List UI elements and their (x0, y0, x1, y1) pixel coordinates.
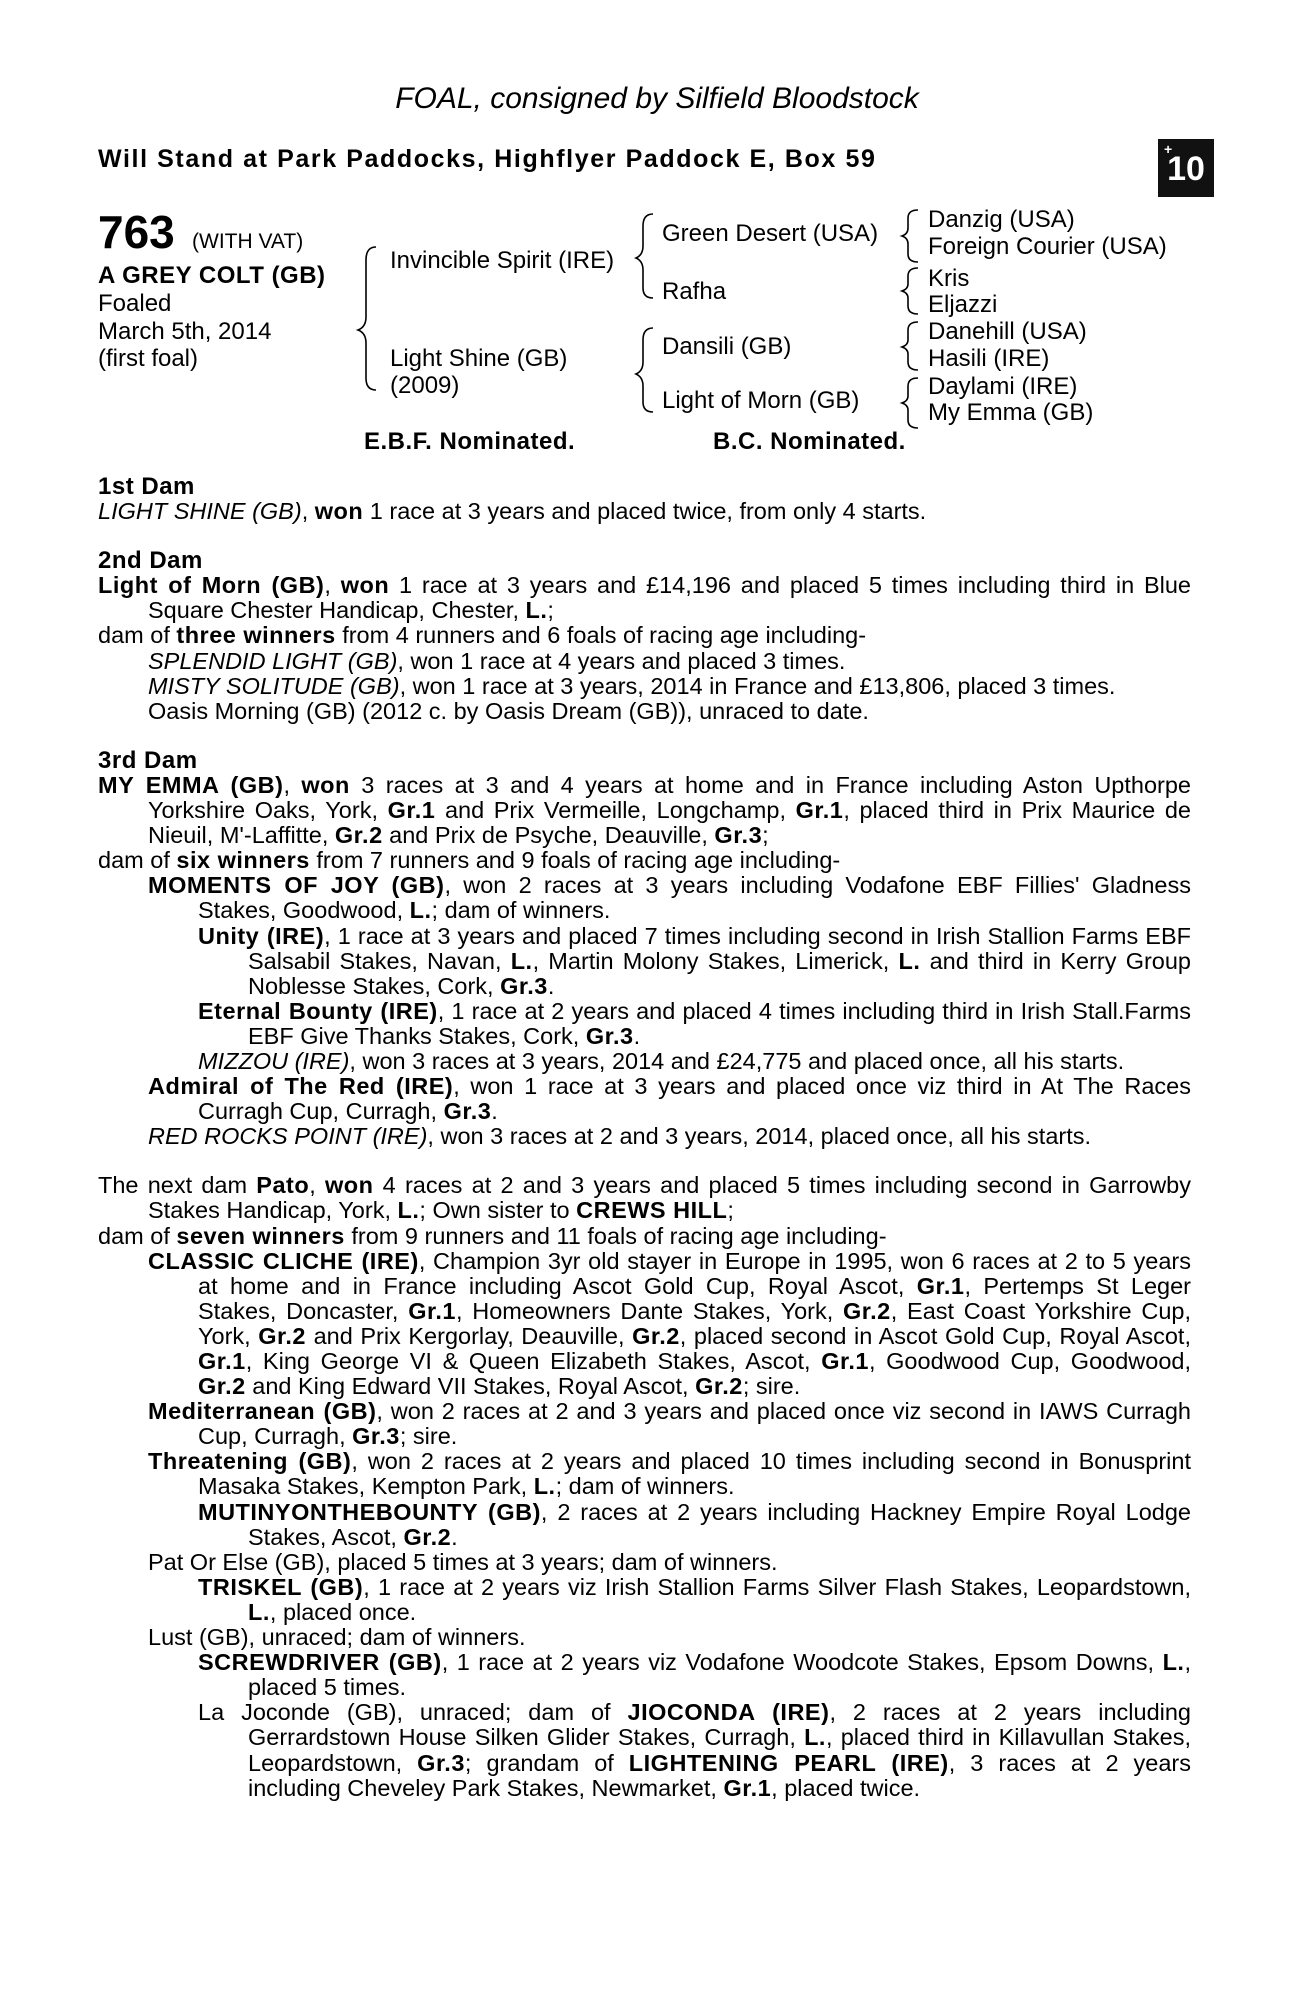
pedigree-ggp-4: Eljazzi (928, 291, 998, 318)
text-run: , Pertemps St Leger Stakes, Doncaster, (198, 1272, 1191, 1324)
foaled-label: Foaled (98, 290, 172, 317)
pedigree-ggp-8: My Emma (GB) (928, 399, 1094, 426)
horse-name: MIZZOU (IRE) (198, 1047, 350, 1074)
catalogue-body (98, 474, 1191, 1801)
race-record: 1 race at 3 years and £14,196 and placed 5 times including third in Blue Square Chester Handicap, Chester, (148, 572, 1191, 624)
horse-name: CLASSIC CLICHE (IRE) (148, 1247, 419, 1274)
produce-entry: Oasis Morning (GB) (2012 c. by Oasis Dream (GB)), unraced to date. (148, 697, 869, 724)
grade-label: Gr.3 (417, 1749, 465, 1776)
first-dam-paragraph: LIGHT SHINE (GB), won 1 race at 3 years and placed twice, from only 4 starts. (98, 498, 927, 525)
text-run: , won 3 races at 3 years, 2014 and £24,775 and placed once, all his starts. (349, 1047, 1125, 1074)
text-run: dam of (98, 1222, 177, 1249)
pedigree-sire-sire: Green Desert (USA) (662, 220, 879, 247)
text-run: , won 2 races at 3 years including Vodafone EBF Fillies' Gladness Stakes, Goodwood, (198, 872, 1191, 924)
text-run: and Prix Vermeille, Longchamp, (435, 797, 796, 824)
text-run: ; dam of winners. (555, 1473, 735, 1500)
horse-name: Unity (IRE) (198, 922, 325, 949)
text-run: , won 2 races at 2 years and placed 10 times including second in Bonusprint Masaka Stakes, Kempton Park, (198, 1448, 1191, 1500)
grade-label: Gr.3 (585, 1022, 634, 1049)
pedigree-ggp-5: Danehill (USA) (928, 318, 1087, 345)
race-record: 1 race at 3 years and placed twice, from only 4 starts. (363, 498, 927, 525)
horse-name: Pato (256, 1172, 310, 1199)
text-run: and Prix de Psyche, Deauville, (382, 822, 715, 849)
winners-count: three winners (176, 622, 336, 649)
grade-label: Gr.1 (821, 1348, 869, 1374)
next-dam-paragraph: The next dam Pato, won 4 races at 2 and 3 years and placed 5 times including second in Garrowby Stakes Handicap, York, L.; Own sister to CREWS HILL; (98, 1172, 1192, 1224)
text-run: , won 2 races at 2 and 3 years and placed once viz second in IAWS Curragh Cup, Curragh, (198, 1398, 1191, 1450)
grade-label: Gr.3 (714, 822, 763, 849)
grade-label: Gr.1 (408, 1297, 456, 1324)
horse-name: RED ROCKS POINT (IRE) (148, 1123, 428, 1150)
text-run: from 7 runners and 9 foals of racing age including- (309, 847, 841, 874)
horse-name: MOMENTS OF JOY (GB) (148, 872, 445, 899)
text-run: , 1 race at 2 years viz Irish Stallion Farms Silver Flash Stakes, Leopardstown, (363, 1573, 1191, 1600)
grade-label: Gr.2 (632, 1322, 680, 1349)
text-run: ; grandam of (464, 1749, 629, 1776)
pedigree-ggp-6: Hasili (IRE) (928, 345, 1050, 372)
produce-entry: MUTINYONTHEBOUNTY (GB), 2 races at 2 years including Hackney Empire Royal Lodge Stakes, Ascot, Gr.2. (198, 1498, 1191, 1550)
grade-label: Gr.2 (403, 1523, 452, 1550)
pedigree-ggp-3: Kris (928, 265, 970, 292)
text-run: , East Coast Yorkshire Cup, York, (198, 1297, 1191, 1349)
horse-name: Admiral of The Red (IRE) (148, 1073, 454, 1100)
text-run: , 3 races at 2 years including Cheveley Park Stakes, Newmarket, (248, 1749, 1191, 1801)
produce-entry: Unity (IRE), 1 race at 3 years and placed 7 times including second in Irish Stallion Farms EBF Salsabil Stakes, Navan, L., Martin Molony Stakes, Limerick, L. and third in Kerry Group Noblesse Stakes, Cork, Gr.3. (198, 922, 1192, 999)
pedigree-ggp-7: Daylami (IRE) (928, 373, 1078, 400)
first-foal-note: (first foal) (98, 345, 199, 372)
text-run: ; dam of winners. (431, 897, 611, 924)
foaled-date: March 5th, 2014 (98, 318, 272, 345)
vat-note: (WITH VAT) (192, 230, 304, 253)
text-run: , Champion 3yr old stayer in Europe in 1995, won 6 races at 2 to 5 years at home and in France including Ascot Gold Cup, Royal Ascot, (198, 1247, 1191, 1299)
text-run: , 1 race at 2 years viz Vodafone Woodcote Stakes, Epsom Downs, (441, 1649, 1163, 1676)
produce-entry: Admiral of The Red (IRE), won 1 race at 3 years and placed once viz third in At The Races Curragh Cup, Curragh, Gr.3. (148, 1073, 1191, 1125)
produce-entry (98, 1700, 1191, 1800)
grade-label: Gr.1 (198, 1348, 246, 1374)
produce-entry (98, 873, 1191, 923)
listed-label: L. (804, 1724, 826, 1751)
produce-entry (98, 674, 1191, 699)
horse-name: MISTY SOLITUDE (GB) (148, 672, 400, 699)
pedigree-ggp-1: Danzig (USA) (928, 206, 1075, 233)
grade-label: Gr.2 (695, 1373, 743, 1400)
produce-entry (98, 649, 1191, 674)
third-dam-produce-summary (98, 848, 1191, 873)
grade-label: Gr.2 (258, 1322, 306, 1349)
produce-entry (98, 1449, 1191, 1499)
text-run: dam of (98, 622, 177, 649)
horse-name: JIOCONDA (IRE) (627, 1699, 830, 1726)
text-run: , King George VI & Queen Elizabeth Stakes, Ascot, (245, 1348, 822, 1374)
listed-label: L. (409, 897, 432, 924)
horse-name: SCREWDRIVER (GB) (198, 1649, 442, 1676)
listed-label: L. (510, 947, 533, 974)
grade-label: Gr.2 (843, 1297, 891, 1324)
race-record: , won 1 race at 3 years, 2014 in France and £13,806, placed 3 times. (399, 672, 1116, 699)
text-run: , placed second in Ascot Gold Cup, Royal Ascot, (679, 1322, 1191, 1349)
grade-label: Gr.1 (916, 1272, 965, 1299)
horse-name: TRISKEL (GB) (198, 1573, 364, 1600)
text-run: ; sire. (399, 1423, 458, 1450)
grade-label: Gr.2 (334, 822, 383, 849)
pedigree-brackets (0, 0, 1314, 460)
horse-name: LIGHTENING PEARL (IRE) (628, 1749, 949, 1776)
bc-nomination: B.C. Nominated. (713, 428, 906, 455)
listed-label: L. (533, 1473, 556, 1500)
listed-label: L. (898, 947, 921, 974)
text-run: , 2 races at 2 years including Gerrardstown House Silken Glider Stakes, Curragh, (248, 1699, 1191, 1751)
pedigree-dam-dam: Light of Morn (GB) (662, 387, 860, 414)
produce-entry (98, 1049, 1191, 1074)
text-run: , Goodwood Cup, Goodwood, (868, 1348, 1191, 1374)
produce-entry (98, 1575, 1191, 1625)
text-run: , placed third in Prix Maurice de Nieuil, M'-Laffitte, (148, 797, 1191, 849)
pedigree-dam-sire: Dansili (GB) (662, 333, 792, 360)
grade-label: Gr.3 (500, 972, 548, 999)
horse-name: Mediterranean (GB) (148, 1398, 377, 1425)
produce-entry: Eternal Bounty (IRE), 1 race at 2 years and placed 4 times including third in Irish Stall.Farms EBF Give Thanks Stakes, Cork, Gr.3. (198, 997, 1191, 1049)
pedigree-ggp-2: Foreign Courier (USA) (928, 233, 1167, 260)
lot-description: A GREY COLT (GB) (98, 262, 326, 289)
grade-label: Gr.2 (198, 1373, 246, 1400)
grade-label: Gr.1 (795, 797, 844, 824)
produce-entry: Pat Or Else (GB), placed 5 times at 3 years; dam of winners. (148, 1548, 778, 1575)
winners-count: seven winners (176, 1222, 345, 1249)
horse-name: MUTINYONTHEBOUNTY (GB) (198, 1498, 541, 1525)
listed-label: L. (1162, 1649, 1185, 1676)
listed-label: L. (248, 1598, 270, 1625)
text-run: , 1 race at 2 years and placed 4 times including third in Irish Stall.Farms EBF Give Thanks Stakes, Cork, (248, 997, 1191, 1049)
pedigree-dam: Light Shine (GB) (390, 345, 568, 372)
text-run: and Prix Kergorlay, Deauville, (306, 1322, 633, 1349)
grade-label: Gr.1 (723, 1774, 772, 1801)
race-record: , won 1 race at 4 years and placed 3 times. (397, 647, 846, 674)
text-run: 3 races at 3 and 4 years at home and in France including Aston Upthorpe Yorkshire Oaks, York, (148, 771, 1192, 824)
text-run: , Martin Molony Stakes, Limerick, (532, 947, 899, 974)
won-label: won (340, 572, 390, 599)
pedigree-dam-year: (2009) (390, 372, 460, 399)
stand-location: Will Stand at Park Paddocks, Highflyer Paddock E, Box 59 (98, 145, 877, 173)
ebf-nomination: E.B.F. Nominated. (364, 428, 576, 455)
grade-label: Gr.3 (443, 1098, 492, 1125)
text-run: , won 1 race at 3 years and placed once viz third in At The Races Curragh Cup, Curragh, (198, 1073, 1191, 1125)
section-heading: 1st Dam (98, 473, 195, 500)
horse-name: LIGHT SHINE (GB) (98, 498, 302, 525)
text-run: dam of (98, 847, 177, 874)
won-label: won (324, 1172, 374, 1199)
text-run: , placed 5 times. (248, 1649, 1191, 1701)
third-dam-paragraph: MY EMMA (GB), won 3 races at 3 and 4 years at home and in France including Aston Upthorpe Yorkshire Oaks, York, Gr.1 and Prix Vermeille, Longchamp, Gr.1, placed third in Prix Maurice de Nieuil, M'-Laffitte, Gr.2 and Prix de Psyche, Deauville, Gr.3; (98, 771, 1192, 849)
produce-entry: Lust (GB), unraced; dam of winners. (148, 1624, 526, 1651)
text-run: , Homeowners Dante Stakes, York, (455, 1297, 844, 1324)
text-run: , placed once. (269, 1598, 417, 1625)
horse-name: Light of Morn (GB) (98, 572, 325, 599)
text-run: and King Edward VII Stakes, Royal Ascot, (245, 1373, 696, 1400)
text-run: , 2 races at 2 years including Hackney Empire Royal Lodge Stakes, Ascot, (248, 1498, 1191, 1550)
winners-count: six winners (176, 847, 310, 874)
produce-entry (98, 1650, 1191, 1700)
pedigree-sire-dam: Rafha (662, 278, 727, 305)
horse-name: SPLENDID LIGHT (GB) (148, 647, 398, 674)
horse-name: CREWS HILL (576, 1197, 728, 1224)
listed-label: L. (525, 597, 548, 624)
produce-entry (98, 1399, 1191, 1449)
consignment-line: FOAL, consigned by Silfield Bloodstock (395, 82, 919, 115)
text-run: , placed third in Killavullan Stakes, Leopardstown, (248, 1724, 1192, 1776)
text-run: from 4 runners and 6 foals of racing age including- (335, 622, 867, 649)
second-dam-paragraph: Light of Morn (GB), won 1 race at 3 years and £14,196 and placed 5 times including third in Blue Square Chester Handicap, Chester, L.; (98, 572, 1191, 624)
text-run: and third in Kerry Group Noblesse Stakes, Cork, (248, 947, 1192, 999)
text-run: , placed twice. (771, 1774, 921, 1801)
section-heading: 3rd Dam (98, 746, 198, 774)
text-run: ; sire. (742, 1373, 801, 1400)
text-run: 4 races at 2 and 3 years and placed 5 times including second in Garrowby Stakes Handicap, York, (148, 1172, 1192, 1224)
text-run: ; Own sister to (419, 1197, 577, 1224)
second-dam-produce-summary (98, 623, 1191, 648)
text-run: from 9 runners and 11 foals of racing age including- (344, 1222, 887, 1249)
won-label: won (301, 771, 350, 798)
grade-label: Gr.1 (387, 797, 436, 824)
next-dam-produce-summary (98, 1224, 1191, 1249)
won-label: won (314, 498, 364, 525)
produce-entry (98, 1249, 1191, 1400)
grade-label: Gr.3 (352, 1423, 400, 1450)
listed-label: L. (397, 1197, 420, 1224)
horse-name: Threatening (GB) (148, 1448, 352, 1475)
pedigree-sire: Invincible Spirit (IRE) (390, 247, 615, 274)
text-run: The next dam (98, 1172, 257, 1199)
section-heading: 2nd Dam (98, 547, 203, 575)
badge-number: 10 (1167, 150, 1205, 188)
horse-name: Eternal Bounty (IRE) (198, 997, 438, 1024)
produce-entry (98, 1124, 1191, 1149)
lot-number: 763 (98, 206, 175, 258)
badge-mark: + (1164, 141, 1173, 157)
text-run: La Joconde (GB), unraced; dam of (198, 1699, 628, 1726)
text-run: , 1 race at 3 years and placed 7 times including second in Irish Stallion Farms EBF Salsabil Stakes, Navan, (248, 922, 1191, 974)
text-run: , won 3 races at 2 and 3 years, 2014, placed once, all his starts. (427, 1123, 1092, 1150)
horse-name: MY EMMA (GB) (98, 771, 284, 798)
